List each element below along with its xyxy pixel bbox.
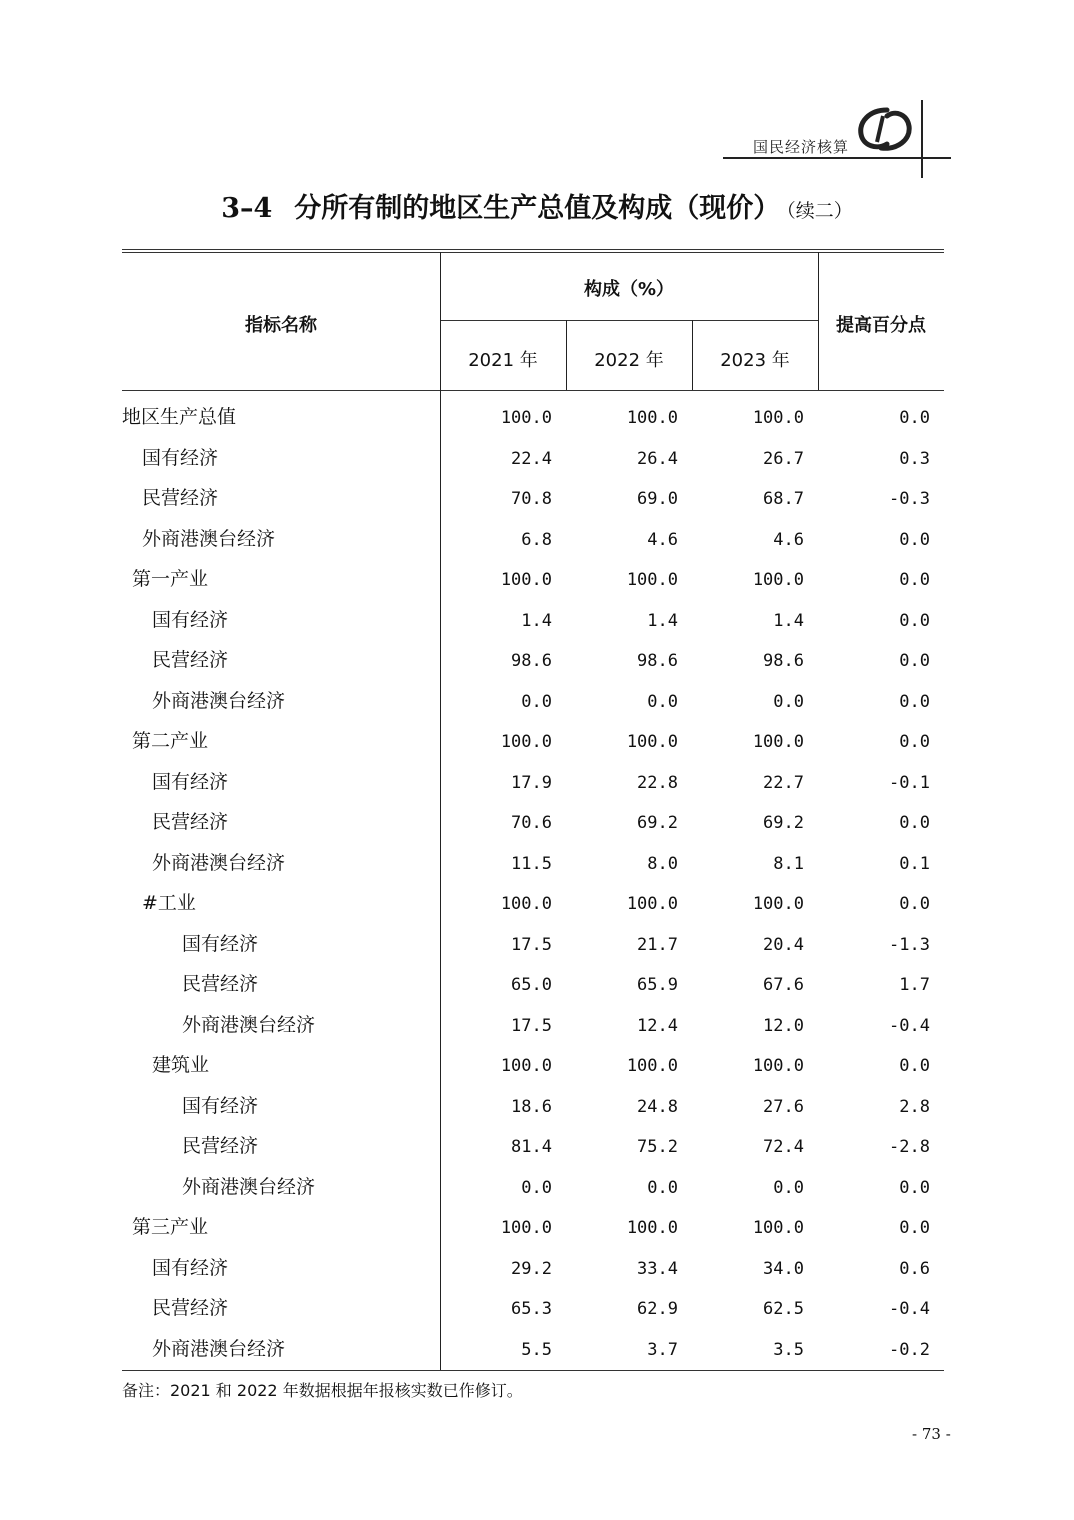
cell-year-value: 24.8 bbox=[637, 1097, 678, 1117]
cell-change-value: -0.1 bbox=[889, 773, 930, 793]
continuation-label: （续二） bbox=[786, 200, 853, 222]
cell-change-value: 2.8 bbox=[899, 1097, 930, 1117]
cell-change-value: 0.0 bbox=[899, 530, 930, 550]
cell-year-value: 100.0 bbox=[626, 894, 678, 914]
cell-year-value: 100.0 bbox=[626, 1218, 678, 1238]
cell-year-value: 98.6 bbox=[511, 651, 552, 671]
header-rule bbox=[723, 157, 951, 159]
cell-change-value: 0.0 bbox=[899, 1218, 930, 1238]
table-row bbox=[122, 888, 944, 928]
row-label: 民营经济 bbox=[152, 811, 229, 833]
table-row bbox=[122, 969, 944, 1009]
cell-change-value: 0.0 bbox=[899, 813, 930, 833]
cell-year-value: 27.6 bbox=[763, 1097, 804, 1117]
cell-year-value: 12.4 bbox=[637, 1016, 678, 1036]
cell-year-value: 22.4 bbox=[511, 449, 552, 469]
cell-year-value: 17.9 bbox=[511, 773, 552, 793]
row-label: 国有经济 bbox=[152, 771, 229, 793]
cell-year-value: 100.0 bbox=[500, 408, 552, 428]
table-row bbox=[122, 1293, 944, 1333]
table-row bbox=[122, 1253, 944, 1293]
cell-change-value: -0.2 bbox=[889, 1340, 930, 1360]
cell-change-value: 0.0 bbox=[899, 1056, 930, 1076]
cell-change-value: 0.0 bbox=[899, 408, 930, 428]
cell-year-value: 67.6 bbox=[763, 975, 804, 995]
row-label: 国有经济 bbox=[142, 447, 219, 469]
cell-year-value: 8.1 bbox=[773, 854, 804, 874]
cell-year-value: 62.5 bbox=[763, 1299, 804, 1319]
row-label: 国有经济 bbox=[152, 609, 229, 631]
cell-change-value: 0.0 bbox=[899, 732, 930, 752]
cell-change-value: -2.8 bbox=[889, 1137, 930, 1157]
table-row bbox=[122, 524, 944, 564]
table-row bbox=[122, 402, 944, 442]
cell-change-value: 0.1 bbox=[899, 854, 930, 874]
cell-year-value: 100.0 bbox=[626, 408, 678, 428]
cell-year-value: 69.2 bbox=[763, 813, 804, 833]
cell-year-value: 100.0 bbox=[752, 1056, 804, 1076]
cell-year-value: 65.3 bbox=[511, 1299, 552, 1319]
cell-year-value: 65.0 bbox=[511, 975, 552, 995]
cell-change-value: -1.3 bbox=[889, 935, 930, 955]
table-number: 3–4 bbox=[221, 193, 273, 224]
row-label: 国有经济 bbox=[182, 933, 259, 955]
cell-year-value: 1.4 bbox=[773, 611, 804, 631]
row-label: 外商港澳台经济 bbox=[142, 528, 276, 550]
cell-year-value: 68.7 bbox=[763, 489, 804, 509]
col-header-2022: 2022 年 bbox=[594, 350, 664, 371]
col-header-composition: 构成（%） bbox=[583, 279, 675, 300]
cell-year-value: 6.8 bbox=[521, 530, 552, 550]
col-header-2021: 2021 年 bbox=[468, 350, 538, 371]
row-label: 民营经济 bbox=[142, 487, 219, 509]
cell-year-value: 21.7 bbox=[637, 935, 678, 955]
cell-year-value: 0.0 bbox=[521, 692, 552, 712]
table-row bbox=[122, 767, 944, 807]
table-row bbox=[122, 1172, 944, 1212]
row-label: 第三产业 bbox=[132, 1216, 209, 1238]
row-label: 第一产业 bbox=[132, 568, 209, 590]
cell-year-value: 100.0 bbox=[752, 408, 804, 428]
cell-year-value: 29.2 bbox=[511, 1259, 552, 1279]
col-header-2023: 2023 年 bbox=[720, 350, 790, 371]
row-label: 外商港澳台经济 bbox=[182, 1014, 316, 1036]
row-label: 民营经济 bbox=[182, 973, 259, 995]
cell-change-value: -0.3 bbox=[889, 489, 930, 509]
table-row bbox=[122, 564, 944, 604]
cell-year-value: 75.2 bbox=[637, 1137, 678, 1157]
cell-year-value: 100.0 bbox=[500, 1056, 552, 1076]
col-header-change: 提高百分点 bbox=[836, 315, 926, 336]
table-row bbox=[122, 645, 944, 685]
cell-year-value: 17.5 bbox=[511, 935, 552, 955]
cell-change-value: 0.6 bbox=[899, 1259, 930, 1279]
table-row bbox=[122, 1010, 944, 1050]
cell-year-value: 20.4 bbox=[763, 935, 804, 955]
cell-year-value: 18.6 bbox=[511, 1097, 552, 1117]
cell-year-value: 22.8 bbox=[637, 773, 678, 793]
col-header-item: 指标名称 bbox=[245, 315, 317, 336]
cell-year-value: 69.0 bbox=[637, 489, 678, 509]
table-row bbox=[122, 605, 944, 645]
cell-year-value: 4.6 bbox=[647, 530, 678, 550]
cell-year-value: 33.4 bbox=[637, 1259, 678, 1279]
row-label: 国有经济 bbox=[182, 1095, 259, 1117]
table-row bbox=[122, 483, 944, 523]
table-row bbox=[122, 726, 944, 766]
table-row bbox=[122, 1212, 944, 1252]
cell-year-value: 0.0 bbox=[647, 1178, 678, 1198]
cell-year-value: 100.0 bbox=[626, 1056, 678, 1076]
cell-year-value: 26.7 bbox=[763, 449, 804, 469]
cell-year-value: 100.0 bbox=[500, 1218, 552, 1238]
cell-year-value: 100.0 bbox=[752, 732, 804, 752]
cell-change-value: -0.4 bbox=[889, 1299, 930, 1319]
cell-year-value: 100.0 bbox=[500, 570, 552, 590]
cell-year-value: 69.2 bbox=[637, 813, 678, 833]
statistics-logo-icon bbox=[853, 104, 917, 154]
cell-year-value: 0.0 bbox=[773, 1178, 804, 1198]
cell-year-value: 22.7 bbox=[763, 773, 804, 793]
cell-year-value: 100.0 bbox=[752, 570, 804, 590]
cell-change-value: 0.3 bbox=[899, 449, 930, 469]
cell-year-value: 3.7 bbox=[647, 1340, 678, 1360]
cell-year-value: 100.0 bbox=[500, 732, 552, 752]
cell-change-value: 0.0 bbox=[899, 1178, 930, 1198]
cell-year-value: 72.4 bbox=[763, 1137, 804, 1157]
cell-year-value: 100.0 bbox=[626, 732, 678, 752]
table-row bbox=[122, 929, 944, 969]
row-label: 民营经济 bbox=[152, 649, 229, 671]
row-label: 外商港澳台经济 bbox=[182, 1176, 316, 1198]
table-row bbox=[122, 807, 944, 847]
cell-year-value: 70.8 bbox=[511, 489, 552, 509]
table-row bbox=[122, 1334, 944, 1374]
table-row bbox=[122, 443, 944, 483]
table-row bbox=[122, 1091, 944, 1131]
cell-year-value: 8.0 bbox=[647, 854, 678, 874]
cell-year-value: 34.0 bbox=[763, 1259, 804, 1279]
cell-year-value: 0.0 bbox=[521, 1178, 552, 1198]
cell-year-value: 98.6 bbox=[637, 651, 678, 671]
row-label: 外商港澳台经济 bbox=[152, 852, 286, 874]
row-label: 民营经济 bbox=[182, 1135, 259, 1157]
cell-change-value: 0.0 bbox=[899, 894, 930, 914]
header-bottom-rule bbox=[122, 390, 944, 391]
header-group-rule bbox=[440, 320, 818, 321]
cell-change-value: 0.0 bbox=[899, 611, 930, 631]
table-title-text: 分所有制的地区生产总值及构成（现价） bbox=[294, 193, 781, 224]
cell-year-value: 4.6 bbox=[773, 530, 804, 550]
row-label: #工业 bbox=[142, 892, 196, 914]
cell-year-value: 26.4 bbox=[637, 449, 678, 469]
table-row bbox=[122, 1131, 944, 1171]
cell-year-value: 98.6 bbox=[763, 651, 804, 671]
cell-year-value: 62.9 bbox=[637, 1299, 678, 1319]
cell-year-value: 70.6 bbox=[511, 813, 552, 833]
cell-year-value: 12.0 bbox=[763, 1016, 804, 1036]
cell-change-value: 1.7 bbox=[899, 975, 930, 995]
cell-change-value: -0.4 bbox=[889, 1016, 930, 1036]
header-vertical-rule bbox=[921, 100, 923, 178]
row-label: 民营经济 bbox=[152, 1297, 229, 1319]
cell-year-value: 100.0 bbox=[626, 570, 678, 590]
table-row bbox=[122, 848, 944, 888]
row-label: 地区生产总值 bbox=[122, 406, 237, 428]
row-label: 外商港澳台经济 bbox=[152, 690, 286, 712]
section-label: 国民经济核算 bbox=[753, 138, 850, 156]
table-title bbox=[0, 186, 1074, 225]
table-top-rule-2 bbox=[122, 252, 944, 253]
cell-year-value: 65.9 bbox=[637, 975, 678, 995]
cell-year-value: 0.0 bbox=[773, 692, 804, 712]
cell-year-value: 100.0 bbox=[500, 894, 552, 914]
cell-year-value: 81.4 bbox=[511, 1137, 552, 1157]
table-top-rule bbox=[122, 249, 944, 250]
footnote: 备注：2021 和 2022 年数据根据年报核实数已作修订。 bbox=[122, 1381, 523, 1400]
table-row bbox=[122, 1050, 944, 1090]
cell-change-value: 0.0 bbox=[899, 651, 930, 671]
cell-change-value: 0.0 bbox=[899, 692, 930, 712]
cell-year-value: 1.4 bbox=[521, 611, 552, 631]
row-label: 建筑业 bbox=[152, 1054, 210, 1076]
cell-year-value: 100.0 bbox=[752, 1218, 804, 1238]
row-label: 第二产业 bbox=[132, 730, 209, 752]
page-number: - 73 - bbox=[912, 1425, 951, 1443]
cell-year-value: 100.0 bbox=[752, 894, 804, 914]
cell-year-value: 0.0 bbox=[647, 692, 678, 712]
cell-change-value: 0.0 bbox=[899, 570, 930, 590]
cell-year-value: 5.5 bbox=[521, 1340, 552, 1360]
row-label: 外商港澳台经济 bbox=[152, 1338, 286, 1360]
cell-year-value: 1.4 bbox=[647, 611, 678, 631]
cell-year-value: 3.5 bbox=[773, 1340, 804, 1360]
row-label: 国有经济 bbox=[152, 1257, 229, 1279]
cell-year-value: 17.5 bbox=[511, 1016, 552, 1036]
table-row bbox=[122, 686, 944, 726]
cell-year-value: 11.5 bbox=[511, 854, 552, 874]
